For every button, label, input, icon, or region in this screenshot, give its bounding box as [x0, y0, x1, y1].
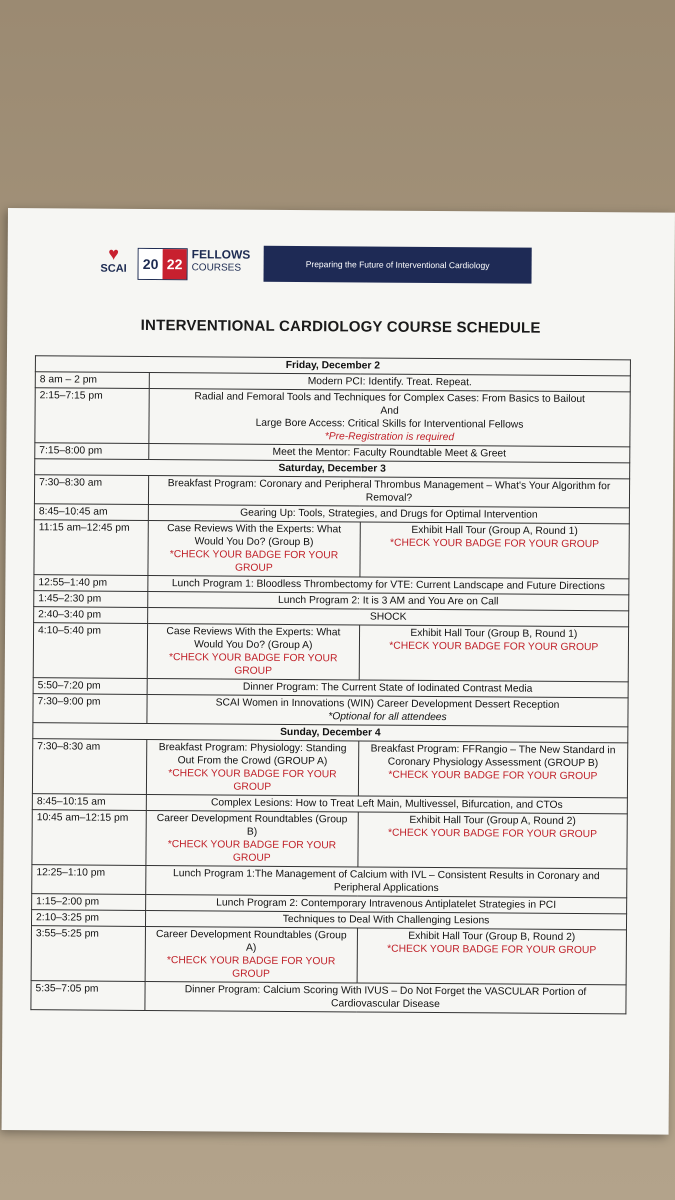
session-title: Breakfast Program: Coronary and Peripheral Thrombus Management – What's Your Algorithm for Removal? — [167, 478, 611, 504]
session-title: Breakfast Program: FFRangio – The New Standard in Coronary Physiology Assessment (GROUP B) — [370, 743, 616, 770]
year-right: 22 — [163, 249, 187, 279]
session-time: 7:15–8:00 pm — [35, 443, 149, 460]
session-title: Meet the Mentor: Faculty Roundtable Meet & Greet — [272, 446, 507, 460]
session-cell — [148, 520, 360, 576]
session-note-red: *CHECK YOUR BADGE FOR YOUR GROUP — [166, 955, 336, 980]
fellows-courses-label — [192, 248, 251, 274]
session-time: 7:30–9:00 pm — [33, 694, 147, 724]
session-title: Complex Lesions: How to Treat Left Main, Multivessel, Bifurcation, and CTOs — [210, 797, 563, 811]
session-cell — [146, 739, 358, 795]
session-time: 8:45–10:45 am — [34, 504, 148, 521]
session-cell — [149, 388, 630, 446]
session-time: 7:30–8:30 am — [32, 739, 146, 795]
session-note-red: *CHECK YOUR BADGE FOR YOUR GROUP — [169, 549, 339, 574]
schedule-row — [34, 520, 629, 579]
schedule-row — [32, 739, 627, 798]
session-time: 8:45–10:15 am — [32, 794, 146, 811]
schedule-body — [31, 356, 631, 1014]
year-left: 20 — [139, 249, 163, 279]
session-time: 2:40–3:40 pm — [34, 607, 148, 624]
session-note-red: *CHECK YOUR BADGE FOR YOUR GROUP — [168, 768, 337, 793]
session-title: Career Development Roundtables (Group A) — [155, 929, 347, 954]
session-title: Radial and Femoral Tools and Techniques for Complex Cases: From Basics to Bailout — [194, 391, 585, 406]
session-cell — [147, 623, 359, 679]
schedule-row — [33, 623, 628, 682]
schedule-row — [32, 865, 627, 898]
session-time: 2:10–3:25 pm — [31, 910, 145, 927]
session-cell — [148, 475, 629, 507]
session-cell — [360, 522, 630, 579]
session-time: 7:30–8:30 am — [34, 475, 148, 505]
session-time: 8 am – 2 pm — [35, 372, 149, 389]
session-time: 3:55–5:25 pm — [31, 926, 145, 982]
session-title: And — [380, 405, 399, 417]
schedule-row — [31, 926, 626, 985]
scai-logo — [93, 245, 133, 285]
session-title: Exhibit Hall Tour (Group A, Round 2) — [409, 814, 576, 827]
session-note-red: *CHECK YOUR BADGE FOR YOUR GROUP — [387, 943, 597, 957]
session-title: Gearing Up: Tools, Strategies, and Drugs for Optimal Intervention — [240, 507, 538, 521]
page-title: INTERVENTIONAL CARDIOLOGY COURSE SCHEDULE — [140, 316, 541, 337]
session-time: 1:15–2:00 pm — [32, 894, 146, 911]
session-time: 1:45–2:30 pm — [34, 591, 148, 608]
session-title: Career Development Roundtables (Group B) — [156, 813, 348, 838]
session-title: Lunch Program 1: Bloodless Thrombectomy for VTE: Current Landscape and Future Directions — [171, 578, 605, 593]
tagline-banner: Preparing the Future of Interventional Cardiology — [263, 246, 531, 284]
session-title: Exhibit Hall Tour (Group A, Round 1) — [411, 524, 578, 537]
session-title: Breakfast Program: Physiology: Standing Out From the Crowd (GROUP A) — [158, 742, 347, 768]
session-title: Lunch Program 1:The Management of Calcium with IVL – Consistent Results in Coronary and Peripheral Applications — [173, 868, 600, 895]
session-title: Lunch Program 2: Contemporary Intravenous Antiplatelet Strategies in PCI — [216, 897, 557, 911]
session-cell — [146, 810, 358, 866]
schedule-row — [35, 388, 630, 447]
session-title: Case Reviews With the Experts: What Would You Do? (Group A) — [166, 626, 341, 652]
session-title: Dinner Program: Calcium Scoring With IVUS – Do Not Forget the VASCULAR Portion of Cardiovascular Disease — [184, 984, 587, 1011]
schedule-row — [32, 810, 627, 869]
session-time: 4:10–5:40 pm — [33, 623, 147, 679]
session-note-red: *CHECK YOUR BADGE FOR YOUR GROUP — [388, 769, 598, 783]
session-title: Modern PCI: Identify. Treat. Repeat. — [307, 376, 472, 389]
session-cell — [145, 981, 626, 1013]
heart-icon: ♥ — [108, 243, 120, 264]
session-time: 12:25–1:10 pm — [32, 865, 146, 895]
day-header: Sunday, December 4 — [33, 723, 628, 743]
session-cell — [357, 928, 627, 985]
session-title: Case Reviews With the Experts: What Would You Do? (Group B) — [167, 523, 342, 549]
session-cell — [147, 694, 628, 726]
session-time: 10:45 am–12:15 pm — [32, 810, 146, 866]
schedule-sheet — [2, 208, 675, 1135]
day-header: Friday, December 2 — [35, 356, 630, 376]
schedule-row — [34, 475, 629, 508]
scai-logo-text: SCAI — [100, 262, 127, 275]
year-badge — [138, 248, 188, 280]
fellows-line2: COURSES — [191, 262, 242, 274]
session-time: 12:55–1:40 pm — [34, 575, 148, 592]
session-title: Dinner Program: The Current State of Iodinated Contrast Media — [242, 681, 533, 695]
schedule-row — [31, 981, 626, 1014]
session-note-red: *CHECK YOUR BADGE FOR YOUR GROUP — [168, 652, 338, 677]
session-cell — [145, 926, 357, 982]
session-note-red: *Pre-Registration is required — [324, 431, 455, 444]
session-time: 5:50–7:20 pm — [33, 678, 147, 695]
session-title: Techniques to Deal With Challenging Lesions — [282, 913, 490, 927]
session-time: 2:15–7:15 pm — [35, 388, 149, 444]
session-cell — [359, 625, 629, 682]
day-header: Saturday, December 3 — [35, 459, 630, 479]
session-note-optional: *Optional for all attendees — [328, 711, 447, 724]
session-cell — [358, 812, 628, 869]
session-title: SHOCK — [369, 611, 407, 623]
session-title: Exhibit Hall Tour (Group B, Round 2) — [408, 930, 576, 943]
session-time: 11:15 am–12:45 pm — [34, 520, 148, 576]
session-title: Exhibit Hall Tour (Group B, Round 1) — [410, 627, 578, 640]
session-cell — [146, 865, 627, 897]
fellows-line1: FELLOWS — [191, 247, 251, 262]
schedule-row — [33, 694, 628, 727]
session-time: 5:35–7:05 pm — [31, 981, 145, 1011]
session-title: Lunch Program 2: It is 3 AM and You Are on Call — [278, 594, 499, 608]
session-note-red: *CHECK YOUR BADGE FOR YOUR GROUP — [167, 839, 337, 864]
session-title: SCAI Women in Innovations (WIN) Career Development Dessert Reception — [215, 697, 560, 711]
header-logos — [93, 245, 563, 288]
session-title: Large Bore Access: Critical Skills for Interventional Fellows — [255, 417, 524, 431]
session-note-red: *CHECK YOUR BADGE FOR YOUR GROUP — [387, 827, 598, 841]
session-cell — [358, 741, 628, 798]
session-note-red: *CHECK YOUR BADGE FOR YOUR GROUP — [389, 640, 599, 654]
schedule-table — [30, 355, 631, 1014]
session-note-red: *CHECK YOUR BADGE FOR YOUR GROUP — [389, 537, 600, 551]
